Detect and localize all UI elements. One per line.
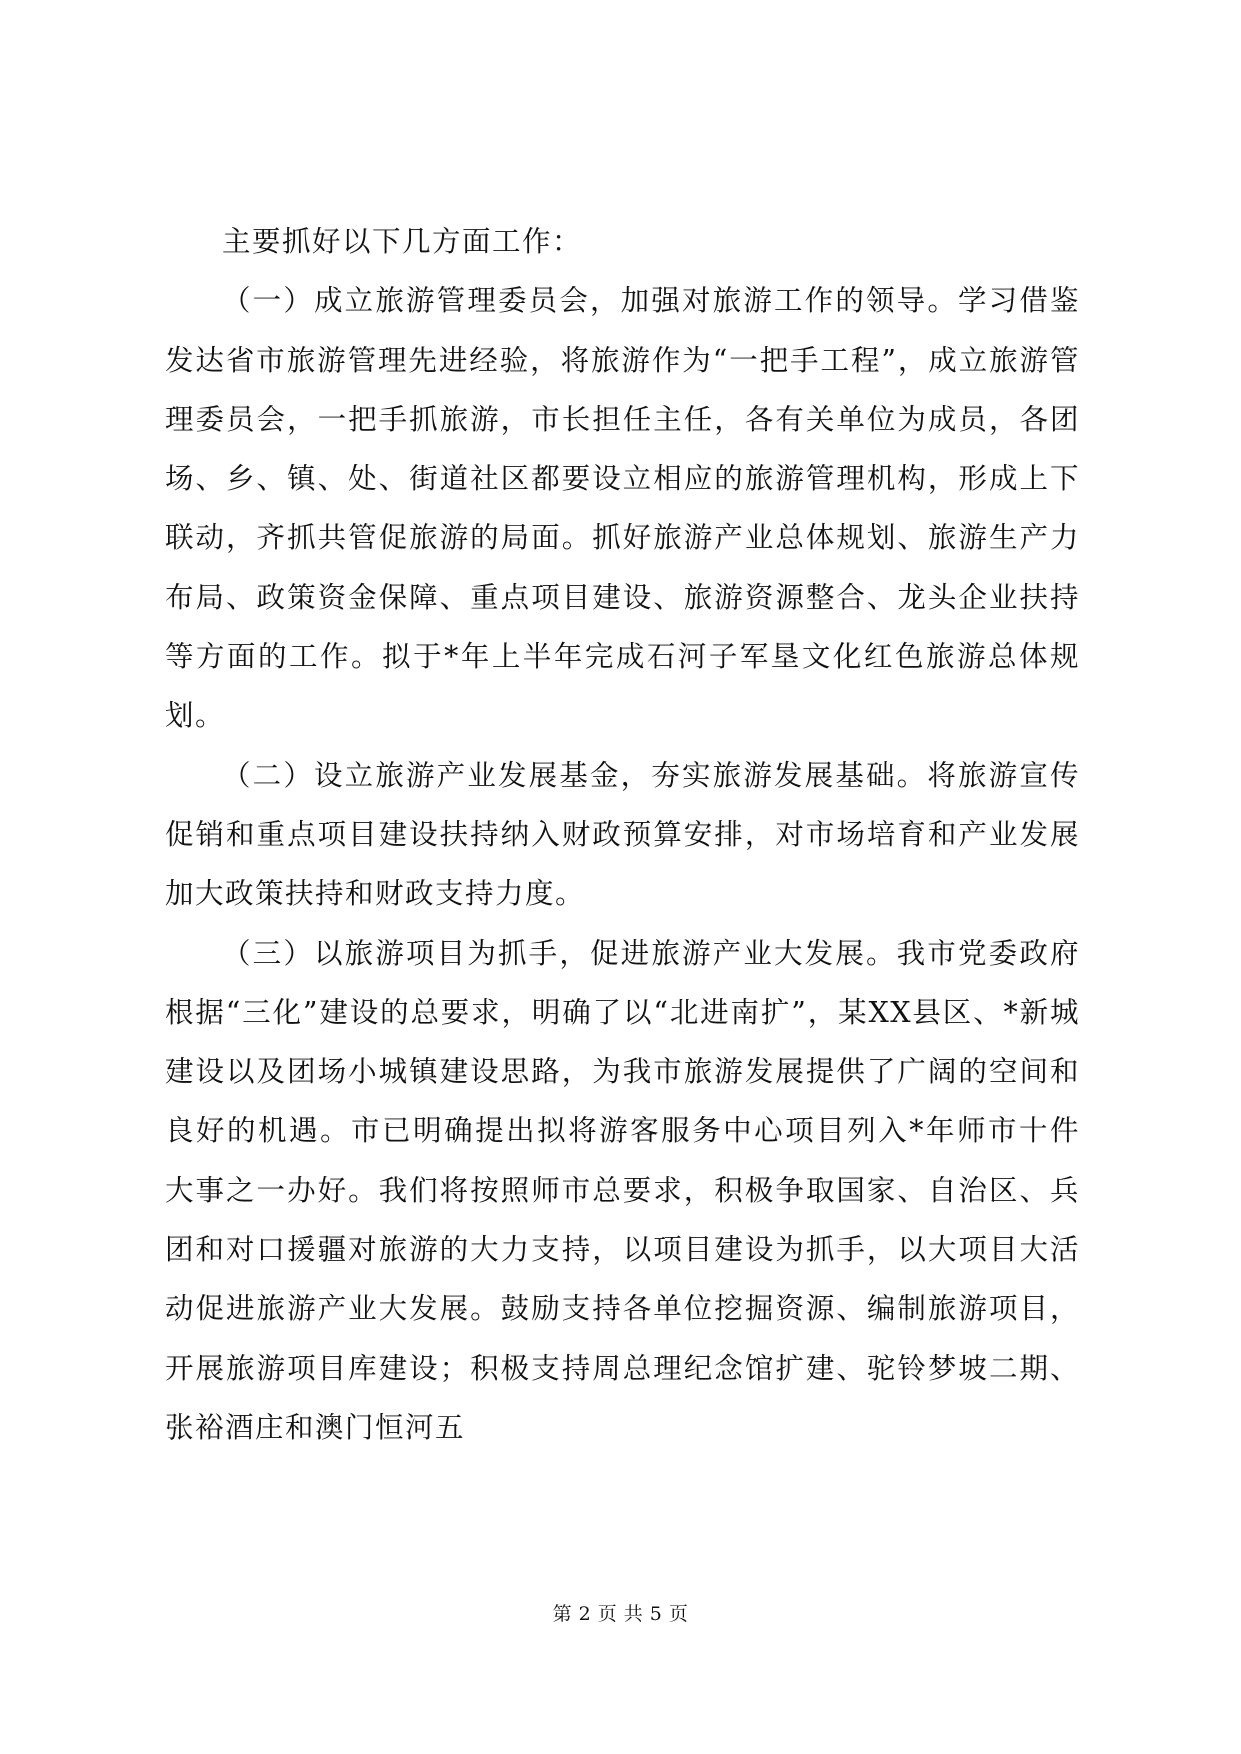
page-number-label: 第 2 页 共 5 页 bbox=[552, 1603, 689, 1625]
paragraph-section-1: （一）成立旅游管理委员会，加强对旅游工作的领导。学习借鉴发达省市旅游管理先进经验，将旅游作为“一把手工程”，成立旅游管理委员会，一把手抓旅游，市长担任主任，各有关单位为成员，各团场、乡、镇、处、街道社区都要设立相应的旅游管理机构，形成上下联动，齐抓共管促旅游的局面。抓好旅游产业总体规划、旅游生产力布局、政策资金保障、重点项目建设、旅游资源整合、龙头企业扶持等方面的工作。拟于*年上半年完成石河子军垦文化红色旅游总体规划。 bbox=[165, 284, 1080, 733]
paragraph-section-3: （三）以旅游项目为抓手，促进旅游产业大发展。我市党委政府根据“三化”建设的总要求，明确了以“北进南扩”，某XX县区、*新城建设以及团场小城镇建设思路，为我市旅游发展提供了广阔的空间和良好的机遇。市已明确提出拟将游客服务中心项目列入*年师市十件大事之一办好。我们将按照师市总要求，积极争取国家、自治区、兵团和对口援疆对旅游的大力支持，以项目建设为抓手，以大项目大活动促进旅游产业大发展。鼓励支持各单位挖掘资源、编制旅游项目，开展旅游项目库建设；积极支持周总理纪念馆扩建、驼铃梦坡二期、张裕酒庄和澳门恒河五 bbox=[165, 936, 1080, 1444]
document-body bbox=[165, 212, 1080, 1457]
page-footer bbox=[0, 1601, 1241, 1627]
paragraph-section-2: （二）设立旅游产业发展基金，夯实旅游发展基础。将旅游宣传促销和重点项目建设扶持纳入财政预算安排，对市场培育和产业发展加大政策扶持和财政支持力度。 bbox=[165, 758, 1080, 911]
paragraph-intro: 主要抓好以下几方面工作： bbox=[222, 225, 583, 258]
